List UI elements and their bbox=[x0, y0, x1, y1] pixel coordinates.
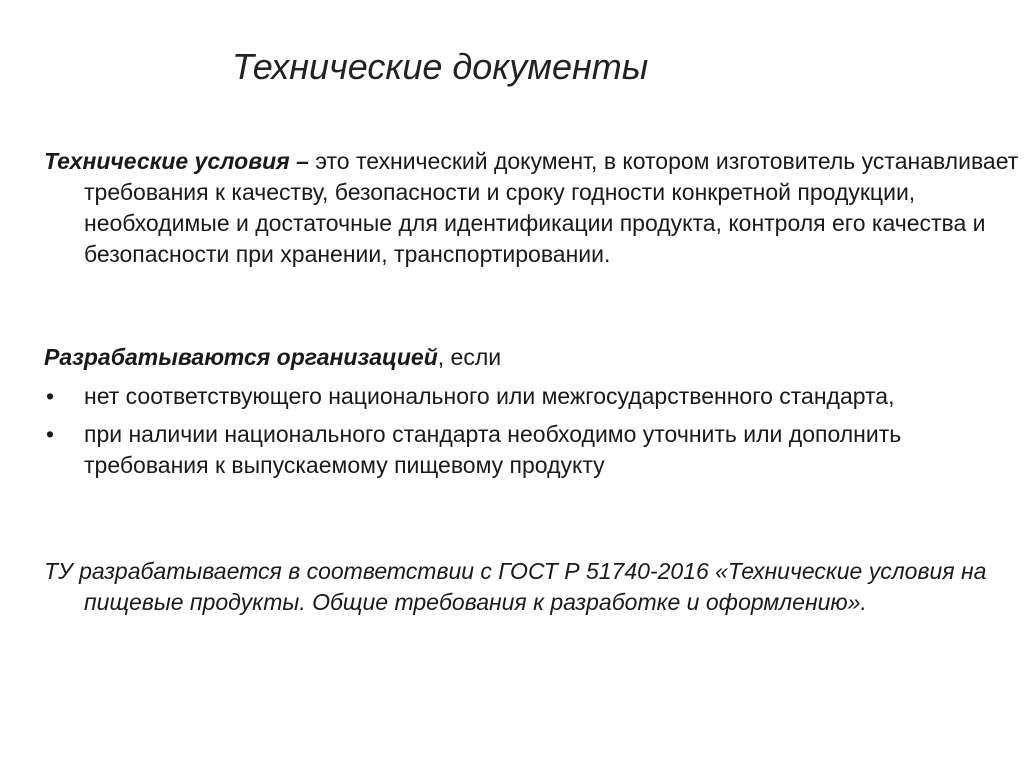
definition-text: это технический документ, в котором изготовитель устанавливает требования к качеству, безопасности и сроку годности конкретной продукции, необходимые и достаточные для идентификации продукта, контроля его качества и безопасности при хранении, транспортировании. bbox=[84, 148, 1019, 267]
gost-note: ТУ разрабатывается в соответствии с ГОСТ Р 51740-2016 «Технические условия на пищевые продукты. Общие требования к разработке и оформлению». bbox=[44, 558, 987, 615]
developed-term: Разрабатываются организацией bbox=[44, 344, 438, 370]
definition-term: Технические условия – bbox=[44, 148, 309, 174]
developed-heading bbox=[44, 342, 984, 373]
list-item bbox=[44, 419, 984, 481]
bullet-icon: • bbox=[46, 383, 55, 409]
bullet-icon: • bbox=[46, 421, 55, 447]
conditions-list bbox=[44, 381, 984, 488]
list-item-text: при наличии национального стандарта необходимо уточнить или дополнить требования к выпускаемому пищевому продукту bbox=[84, 421, 902, 478]
slide-title: Технические документы bbox=[232, 46, 649, 87]
definition-paragraph bbox=[44, 146, 1024, 270]
list-item-text: нет соответствующего национального или межгосударственного стандарта, bbox=[84, 383, 895, 409]
developed-tail: , если bbox=[437, 344, 502, 370]
list-item bbox=[44, 381, 984, 412]
